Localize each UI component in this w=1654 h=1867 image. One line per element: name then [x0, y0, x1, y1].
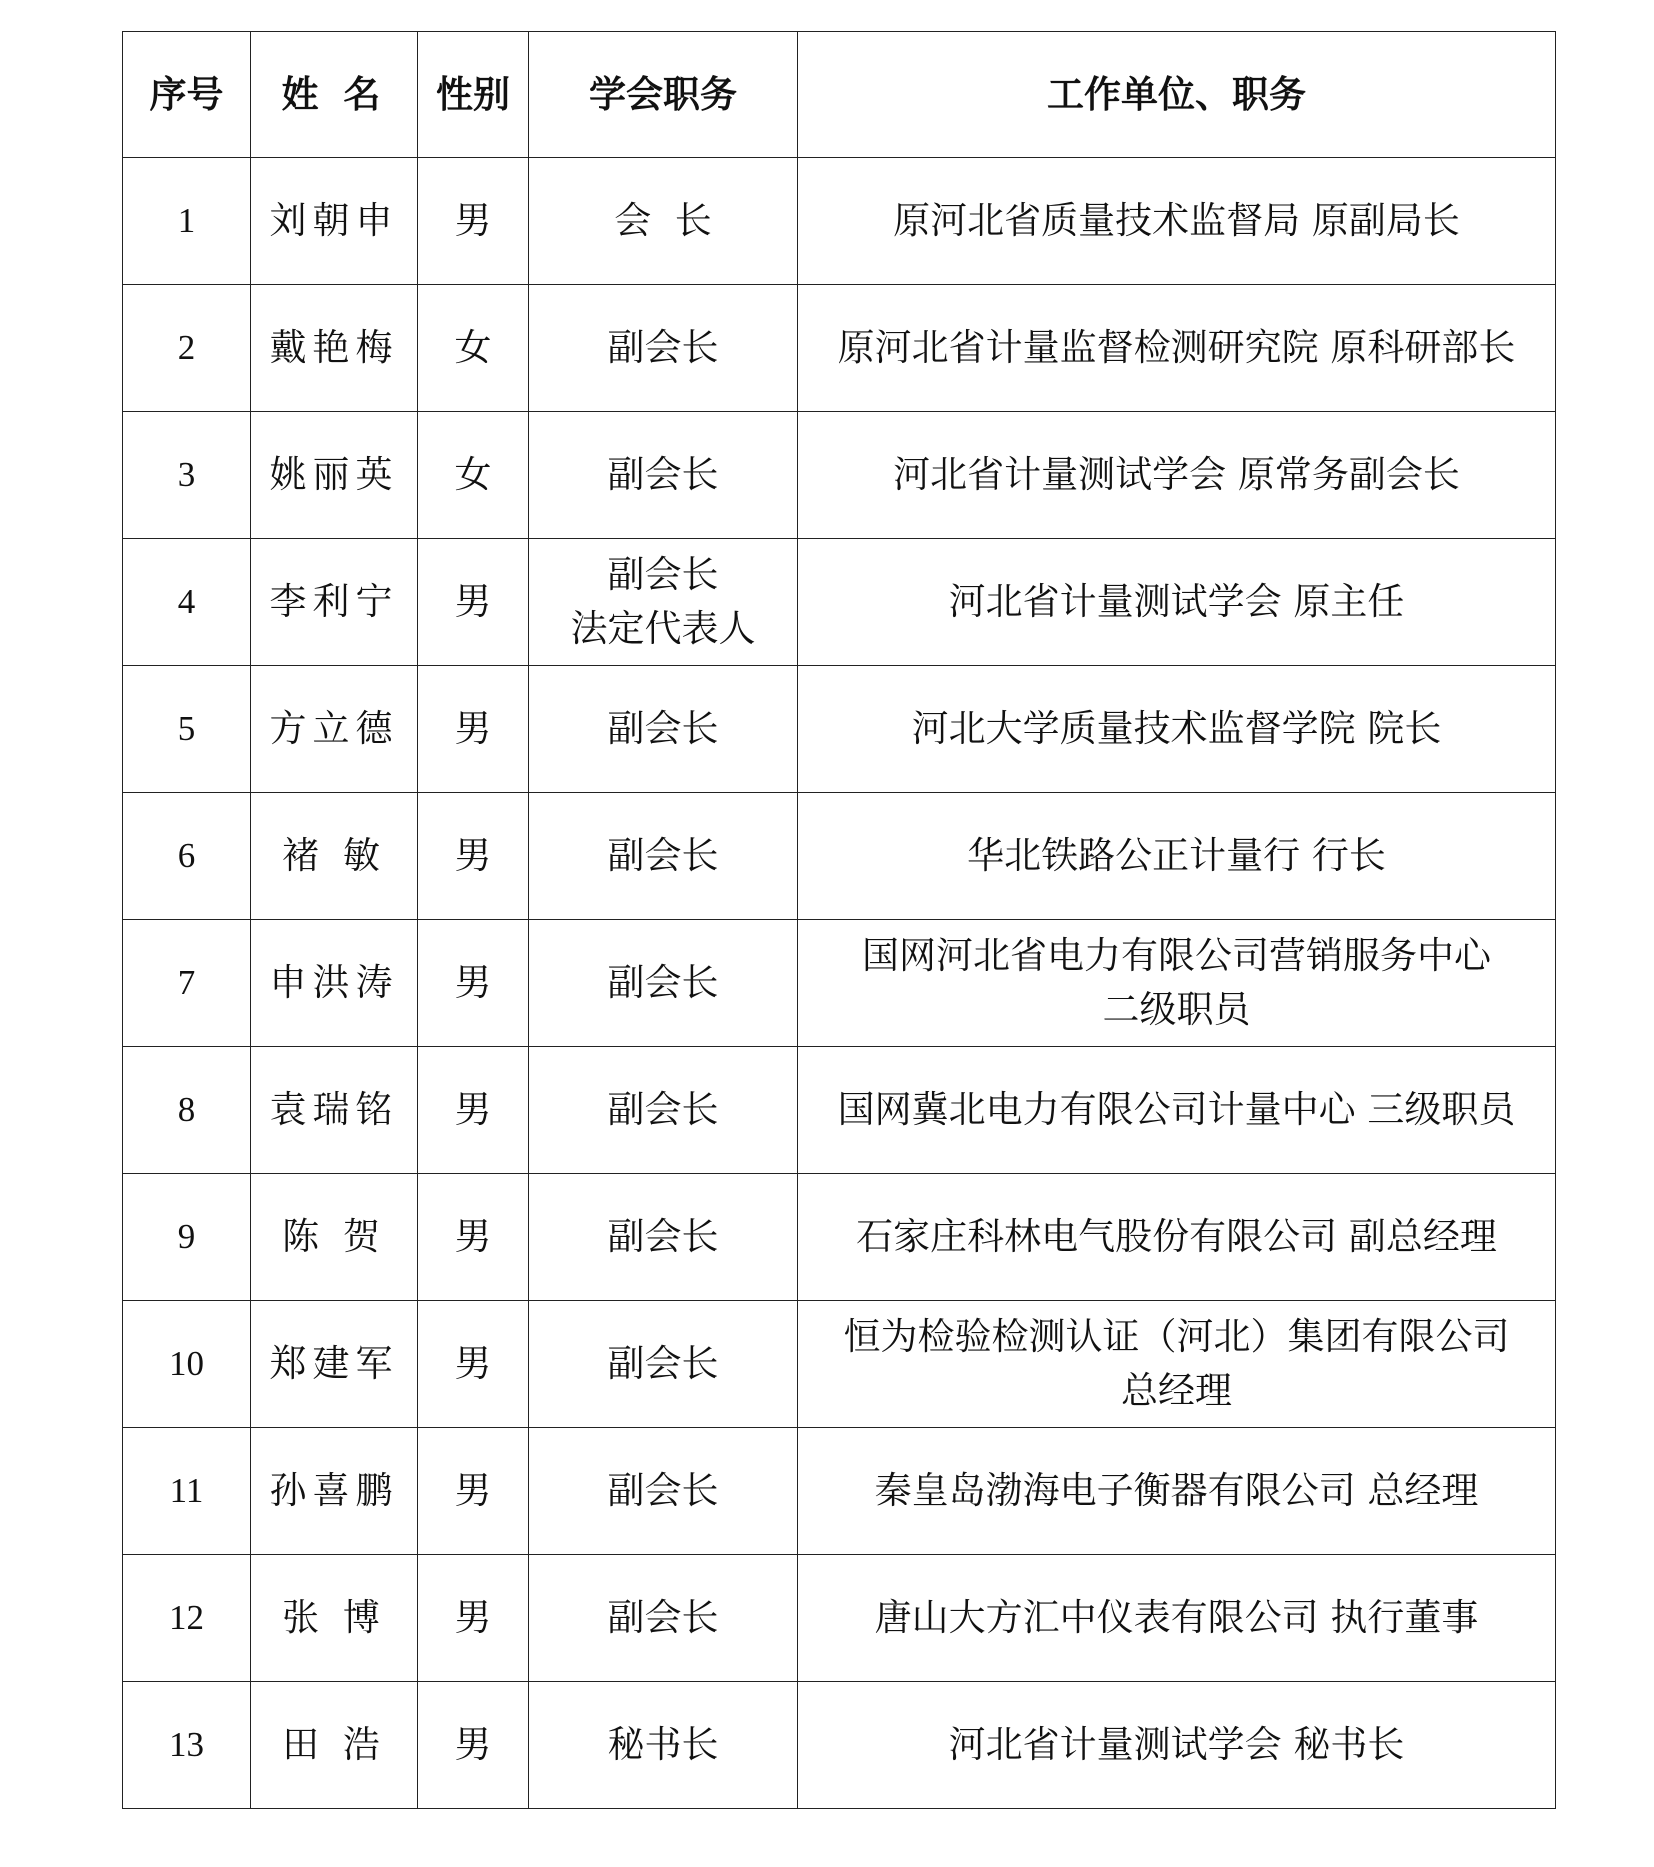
- row-role-cell: [529, 412, 798, 539]
- header-name: 姓 名: [251, 32, 418, 158]
- employer-line: 总经理: [1121, 1369, 1232, 1412]
- role-line: 副会长: [607, 1342, 719, 1386]
- header-role: 学会职务: [529, 32, 798, 158]
- row-role-cell: [529, 920, 798, 1047]
- row-gender-cell: 男: [418, 793, 529, 920]
- row-index-cell: 7: [123, 920, 251, 1047]
- row-employer-cell: [798, 1555, 1556, 1682]
- row-gender-cell: 男: [418, 1047, 529, 1174]
- table-row: [123, 920, 1556, 1047]
- row-name-cell: 刘朝申: [251, 158, 418, 285]
- role-line: 副会长: [607, 1596, 719, 1640]
- row-gender-cell: 男: [418, 158, 529, 285]
- role-line: 副会长: [607, 707, 719, 751]
- row-employer-cell: [798, 1047, 1556, 1174]
- role-line: 法定代表人: [570, 607, 756, 650]
- row-index-cell: 9: [123, 1174, 251, 1301]
- member-roster-table: [122, 31, 1556, 1809]
- row-role-cell: [529, 285, 798, 412]
- table-row: [123, 1047, 1556, 1174]
- employer-line: 原河北省质量技术监督局 原副局长: [893, 199, 1460, 243]
- header-gender: 性别: [418, 32, 529, 158]
- row-name-cell: 方立德: [251, 666, 418, 793]
- row-index-cell: 5: [123, 666, 251, 793]
- row-name-cell: 李利宁: [251, 539, 418, 666]
- row-gender-cell: 男: [418, 920, 529, 1047]
- table-body: [123, 158, 1556, 1809]
- row-gender-cell: 男: [418, 666, 529, 793]
- table-row: [123, 666, 1556, 793]
- row-gender-cell: 男: [418, 1174, 529, 1301]
- table-header: [123, 32, 1556, 158]
- row-gender-cell: 女: [418, 412, 529, 539]
- employer-line: 河北省计量测试学会 原主任: [948, 580, 1405, 624]
- role-line: 秘书长: [607, 1723, 719, 1767]
- role-line: 副会长: [607, 1215, 719, 1259]
- row-role-cell: [529, 1301, 798, 1428]
- row-employer-cell: [798, 158, 1556, 285]
- row-index-cell: 13: [123, 1682, 251, 1809]
- row-role-cell: [529, 793, 798, 920]
- table-row: [123, 793, 1556, 920]
- row-role-cell: [529, 1555, 798, 1682]
- row-employer-cell: [798, 539, 1556, 666]
- row-role-cell: [529, 1682, 798, 1809]
- row-role-cell: [529, 1174, 798, 1301]
- table-row: [123, 539, 1556, 666]
- row-index-cell: 12: [123, 1555, 251, 1682]
- row-name-cell: 袁瑞铭: [251, 1047, 418, 1174]
- role-line: 副会长: [607, 553, 719, 597]
- row-index-cell: 10: [123, 1301, 251, 1428]
- row-role-cell: [529, 1428, 798, 1555]
- row-employer-cell: [798, 1174, 1556, 1301]
- row-employer-cell: [798, 793, 1556, 920]
- row-employer-cell: [798, 1428, 1556, 1555]
- row-name-cell: 张 博: [251, 1555, 418, 1682]
- row-gender-cell: 男: [418, 539, 529, 666]
- role-line: 副会长: [607, 1088, 719, 1132]
- role-line: 副会长: [607, 1469, 719, 1513]
- row-employer-cell: [798, 1301, 1556, 1428]
- employer-line: 河北省计量测试学会 原常务副会长: [893, 453, 1460, 497]
- row-role-cell: [529, 158, 798, 285]
- row-gender-cell: 男: [418, 1555, 529, 1682]
- role-line: 副会长: [607, 453, 719, 497]
- row-name-cell: 田 浩: [251, 1682, 418, 1809]
- header-index: 序号: [123, 32, 251, 158]
- employer-line: 河北大学质量技术监督学院 院长: [911, 707, 1442, 751]
- table-row: [123, 1301, 1556, 1428]
- row-employer-cell: [798, 412, 1556, 539]
- row-gender-cell: 男: [418, 1428, 529, 1555]
- role-line: 副会长: [607, 326, 719, 370]
- employer-line: 二级职员: [1102, 988, 1251, 1031]
- employer-line: 石家庄科林电气股份有限公司 副总经理: [856, 1215, 1497, 1259]
- row-index-cell: 1: [123, 158, 251, 285]
- row-gender-cell: 女: [418, 285, 529, 412]
- employer-line: 唐山大方汇中仪表有限公司 执行董事: [874, 1596, 1479, 1640]
- employer-line: 河北省计量测试学会 秘书长: [948, 1723, 1405, 1767]
- employer-line: 华北铁路公正计量行 行长: [967, 834, 1386, 878]
- table-row: [123, 1174, 1556, 1301]
- row-index-cell: 3: [123, 412, 251, 539]
- row-role-cell: [529, 666, 798, 793]
- row-role-cell: [529, 539, 798, 666]
- table-row: [123, 158, 1556, 285]
- header-row: [123, 32, 1556, 158]
- row-name-cell: 姚丽英: [251, 412, 418, 539]
- employer-line: 国网冀北电力有限公司计量中心 三级职员: [837, 1088, 1516, 1132]
- row-employer-cell: [798, 666, 1556, 793]
- row-gender-cell: 男: [418, 1301, 529, 1428]
- role-line: 副会长: [607, 961, 719, 1005]
- row-gender-cell: 男: [418, 1682, 529, 1809]
- row-name-cell: 申洪涛: [251, 920, 418, 1047]
- employer-line: 恒为检验检测认证（河北）集团有限公司: [843, 1315, 1510, 1359]
- row-index-cell: 11: [123, 1428, 251, 1555]
- row-name-cell: 孙喜鹏: [251, 1428, 418, 1555]
- row-index-cell: 8: [123, 1047, 251, 1174]
- row-name-cell: 郑建军: [251, 1301, 418, 1428]
- row-role-cell: [529, 1047, 798, 1174]
- row-index-cell: 4: [123, 539, 251, 666]
- row-index-cell: 6: [123, 793, 251, 920]
- employer-line: 秦皇岛渤海电子衡器有限公司 总经理: [874, 1469, 1479, 1513]
- employer-line: 原河北省计量监督检测研究院 原科研部长: [837, 326, 1516, 370]
- role-line: 会 长: [614, 199, 712, 243]
- row-index-cell: 2: [123, 285, 251, 412]
- employer-line: 国网河北省电力有限公司营销服务中心: [862, 934, 1491, 978]
- table-row: [123, 1682, 1556, 1809]
- role-line: 副会长: [607, 834, 719, 878]
- row-employer-cell: [798, 1682, 1556, 1809]
- row-name-cell: 褚 敏: [251, 793, 418, 920]
- table-row: [123, 1428, 1556, 1555]
- table-row: [123, 1555, 1556, 1682]
- table-row: [123, 412, 1556, 539]
- row-name-cell: 陈 贺: [251, 1174, 418, 1301]
- row-name-cell: 戴艳梅: [251, 285, 418, 412]
- table-row: [123, 285, 1556, 412]
- row-employer-cell: [798, 920, 1556, 1047]
- row-employer-cell: [798, 285, 1556, 412]
- header-employer: 工作单位、职务: [798, 32, 1556, 158]
